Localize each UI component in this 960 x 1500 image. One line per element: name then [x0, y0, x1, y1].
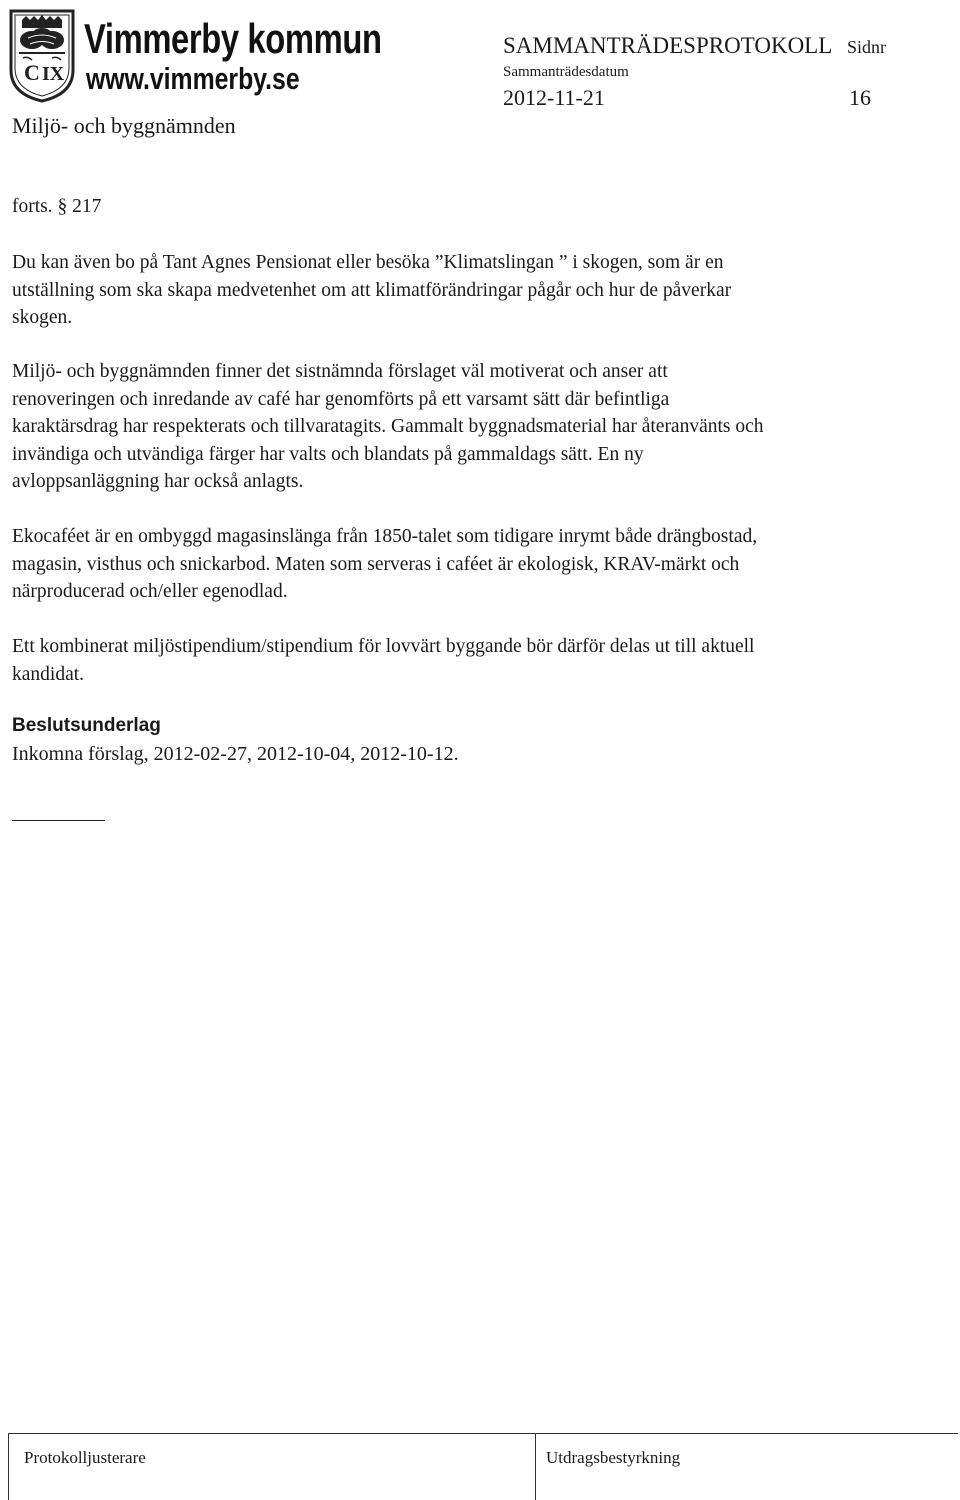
protocol-title: SAMMANTRÄDESPROTOKOLL	[503, 33, 833, 58]
footer-protokolljusterare-label: Protokolljusterare	[24, 1448, 146, 1467]
svg-text:C: C	[24, 60, 40, 85]
body-paragraph: Miljö- och byggnämnden finner det sistnämnda förslaget väl motiverat och anser att renoveringen och inredande av café har genomförts på ett varsamt sätt där befintliga karaktärsdrag har respekterats och tillvaratagits. Gammalt byggnadsmaterial har återanvänts och invändiga och utvändiga färger har valts och blandats på gammaldags sätt. En ny avloppsanläggning har också anlagts.	[12, 361, 764, 492]
decision-basis-text: Inkomna förslag, 2012-02-27, 2012-10-04, 2012-10-12.	[12, 743, 459, 765]
meeting-date-value: 2012-11-21	[503, 85, 605, 110]
sidnr-label: Sidnr	[847, 37, 887, 57]
page-number: 16	[849, 85, 871, 110]
section-continuation: forts. § 217	[12, 196, 102, 217]
body-paragraph: Ekocaféet är en ombyggd magasinslänga från 1850-talet som tidigare inrymt både drängbostad, magasin, visthus och snickarbod. Maten som serveras i caféet är ekologisk, KRAV-märkt och närproducerad och/eller egenodlad.	[12, 526, 758, 602]
svg-text:IX: IX	[42, 63, 65, 85]
committee-name: Miljö- och byggnämnden	[12, 113, 236, 138]
footer-divider	[8, 1433, 958, 1434]
divider	[12, 820, 105, 821]
coat-of-arms-icon	[8, 8, 76, 104]
decision-basis-heading: Beslutsunderlag	[12, 715, 161, 736]
kommun-name: Vimmerby kommun	[84, 15, 382, 62]
body-paragraph: Du kan även bo på Tant Agnes Pensionat eller besöka ”Klimatslingan ” i skogen, som är en utställning som ska skapa medvetenhet om att klimatförändringar pågår och hur de påverkar skogen.	[12, 252, 732, 328]
footer-column-divider	[535, 1434, 536, 1500]
meeting-date-label: Sammanträdesdatum	[503, 64, 629, 80]
footer-utdragsbestyrkning-label: Utdragsbestyrkning	[546, 1448, 681, 1467]
body-paragraph: Ett kombinerat miljöstipendium/stipendium för lovvärt byggande bör därför delas ut till aktuell kandidat.	[12, 636, 755, 685]
footer-column-divider	[8, 1434, 9, 1500]
kommun-url: www.vimmerby.se	[86, 61, 300, 96]
